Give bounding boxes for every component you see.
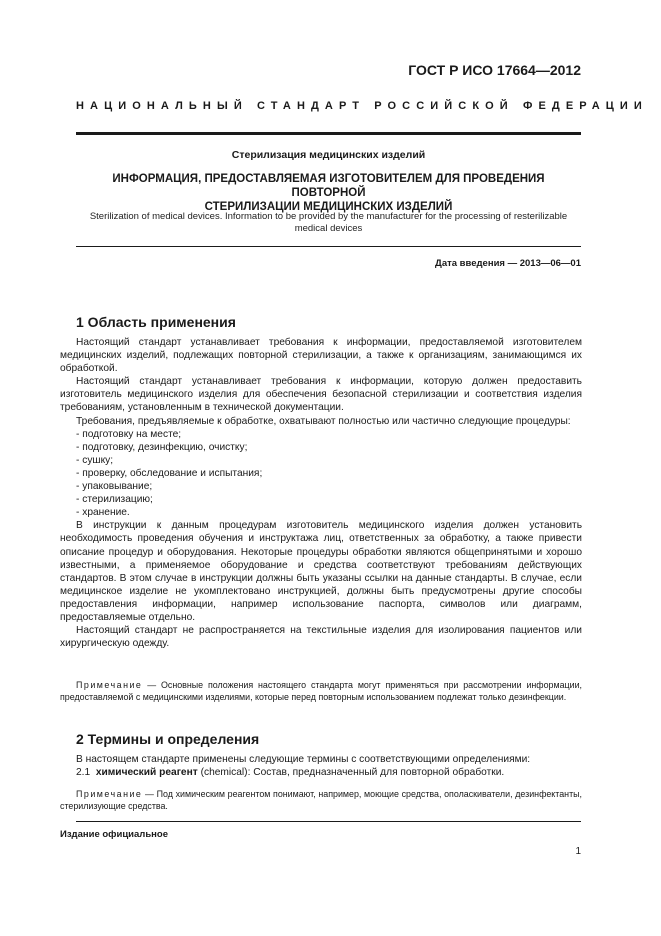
document-title bbox=[76, 172, 581, 214]
definition-text: (chemical): Состав, предназначенный для повторной обработки. bbox=[197, 767, 505, 779]
title-rule bbox=[76, 246, 581, 247]
list-item: - подготовку на месте; bbox=[76, 428, 182, 440]
national-standard-banner: НАЦИОНАЛЬНЫЙ СТАНДАРТ РОССИЙСКОЙ ФЕДЕРАЦИИ bbox=[76, 100, 648, 112]
section-2-body bbox=[60, 753, 582, 779]
list-item: - проверку, обследование и испытания; bbox=[76, 467, 263, 479]
paragraph: Настоящий стандарт устанавливает требования к информации, которую должен предоставить изготовитель медицинского изделия для обеспечения безопасной стерилизации и соответствия изделия требованиям, установленным в технической документации. bbox=[60, 376, 582, 414]
paragraph: Настоящий стандарт не распространяется на текстильные изделия для изолирования пациентов или хирургическую одежду. bbox=[60, 625, 582, 650]
official-edition-label: Издание официальное bbox=[60, 829, 168, 840]
english-title-line-1: Sterilization of medical devices. Information to be provided by the manufacturer for the processing of resterilizable bbox=[89, 211, 568, 222]
section-1-heading: 1 Область применения bbox=[76, 314, 236, 330]
note-text: — Основные положения настоящего стандарта могут применяться при рассмотрении информации, предоставляемой с медицинскими изделиями, которые перед повторным использованием подлежат только дезинфекции. bbox=[60, 680, 582, 702]
document-subtitle: Стерилизация медицинских изделий bbox=[231, 149, 426, 161]
introduction-date: Дата введения — 2013—06—01 bbox=[435, 258, 581, 269]
header-rule bbox=[76, 132, 581, 135]
english-title bbox=[76, 211, 581, 235]
list-item: - подготовку, дезинфекцию, очистку; bbox=[76, 441, 248, 453]
title-line-2: СТЕРИЛИЗАЦИИ МЕДИЦИНСКИХ ИЗДЕЛИЙ bbox=[204, 201, 453, 213]
list-item: - сушку; bbox=[76, 454, 114, 466]
section-1-body bbox=[60, 336, 582, 650]
definition bbox=[60, 766, 582, 779]
footer-rule bbox=[76, 821, 581, 822]
section-2-heading: 2 Термины и определения bbox=[76, 731, 260, 747]
page-number: 1 bbox=[575, 846, 581, 857]
standard-code: ГОСТ Р ИСО 17664—2012 bbox=[408, 62, 581, 78]
list-item: - хранение. bbox=[76, 507, 130, 519]
definition-number: 2.1 bbox=[76, 767, 91, 779]
title-line-1: ИНФОРМАЦИЯ, ПРЕДОСТАВЛЯЕМАЯ ИЗГОТОВИТЕЛЕМ ДЛЯ ПРОВЕДЕНИЯ ПОВТОРНОЙ bbox=[112, 173, 545, 199]
english-title-line-2: medical devices bbox=[294, 223, 363, 234]
paragraph: В настоящем стандарте применены следующие термины с соответствующими определениями: bbox=[76, 754, 531, 765]
section-2-note bbox=[60, 789, 582, 812]
note-label: Примечание bbox=[76, 680, 143, 690]
list-item: - стерилизацию; bbox=[76, 494, 153, 506]
definition-term: химический реагент bbox=[95, 767, 198, 779]
paragraph: В инструкции к данным процедурам изготовитель медицинского изделия должен установить необходимость проведения обучения и инструктажа лиц, ответственных за обработку, а также привести описание процедур и оборудования. Некоторые процедуры обработки являются общепринятыми и хорошо известными, а применяемое оборудование и средства соответствуют требованиям действующих стандартов. В этом случае в инструкции должны быть указаны ссылки на данные стандарты. В случае, если медицинское изделие не укомплектовано инструкцией, должны быть предусмотрены другие способы предоставления информации, например использование паспорта, символов или диаграмм, предоставляемые отдельно. bbox=[60, 520, 582, 623]
note-label: Примечание bbox=[76, 789, 143, 799]
section-1-note bbox=[60, 680, 582, 703]
paragraph: Требования, предъявляемые к обработке, охватывают полностью или частично следующие процедуры: bbox=[76, 415, 571, 427]
paragraph: Настоящий стандарт устанавливает требования к информации, предоставляемой изготовителем медицинских изделий, подлежащих повторной стерилизации, а также к организациям, занимающимся их обработкой. bbox=[60, 337, 582, 375]
list-item: - упаковывание; bbox=[76, 481, 153, 493]
note-text: — Под химическим реагентом понимают, например, моющие средства, ополаскиватели, дезинфектанты, стерилизующие средства. bbox=[60, 789, 582, 811]
